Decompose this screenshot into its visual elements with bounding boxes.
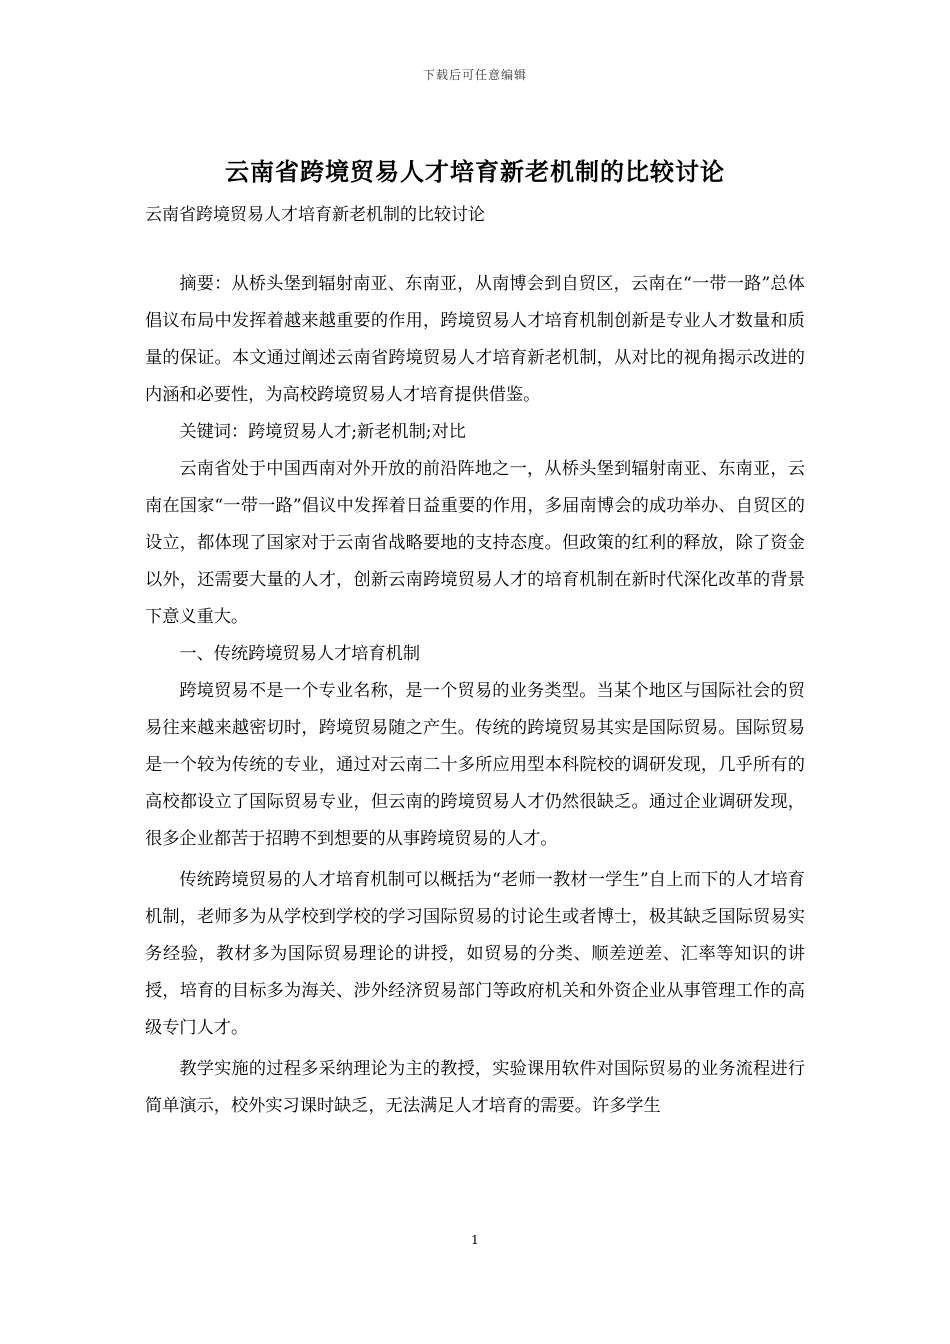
body-paragraph: 传统跨境贸易的人才培育机制可以概括为“老师一教材一学生”自上而下的人才培育机制，老师多为从学校到学校的学习国际贸易的讨论生或者博士，极其缺乏国际贸易实务经验，教材多为国际贸易理论的讲授，如贸易的分类、顺差逆差、汇率等知识的讲授，培育的目标多为海关、涉外经济贸易部门等政府机关和外资企业从事管理工作的高级专门人才。: [145, 870, 805, 1038]
keywords-paragraph: 关键词：跨境贸易人才;新老机制;对比: [179, 422, 466, 442]
page-number: 1: [471, 1233, 479, 1247]
document-subtitle: 云南省跨境贸易人才培育新老机制的比较讨论: [145, 205, 485, 225]
body-paragraph: 跨境贸易不是一个专业名称，是一个贸易的业务类型。当某个地区与国际社会的贸易往来越来越密切时，跨境贸易随之产生。传统的跨境贸易其实是国际贸易。国际贸易是一个较为传统的专业，通过对云南二十多所应用型本科院校的调研发现，几乎所有的高校都设立了国际贸易专业，但云南的跨境贸易人才仍然很缺乏。通过企业调研发现，很多企业都苦于招聘不到想要的从事跨境贸易的人才。: [145, 681, 805, 849]
header-note: 下载后可任意编辑: [422, 68, 527, 82]
document-title: 云南省跨境贸易人才培育新老机制的比较讨论: [225, 157, 725, 186]
abstract-paragraph: 摘要：从桥头堡到辐射南亚、东南亚，从南博会到自贸区，云南在“一带一路”总体倡议布局中发挥着越来越重要的作用，跨境贸易人才培育机制创新是专业人才数量和质量的保证。本文通过阐述云南省跨境贸易人才培育新老机制，从对比的视角揭示改进的内涵和必要性，为高校跨境贸易人才培育提供借鉴。: [145, 274, 805, 405]
section-heading: 一、传统跨境贸易人才培育机制: [179, 644, 421, 664]
body-paragraph: 教学实施的过程多采纳理论为主的教授，实验课用软件对国际贸易的业务流程进行简单演示，校外实习课时缺乏，无法满足人才培育的需要。许多学生: [145, 1059, 805, 1116]
intro-paragraph: 云南省处于中国西南对外开放的前沿阵地之一，从桥头堡到辐射南亚、东南亚，云南在国家“一带一路”倡议中发挥着日益重要的作用，多届南博会的成功举办、自贸区的设立，都体现了国家对于云南省战略要地的支持态度。但政策的红利的释放，除了资金以外，还需要大量的人才，创新云南跨境贸易人才的培育机制在新时代深化改革的背景下意义重大。: [145, 459, 805, 627]
document-body: [145, 266, 805, 1125]
